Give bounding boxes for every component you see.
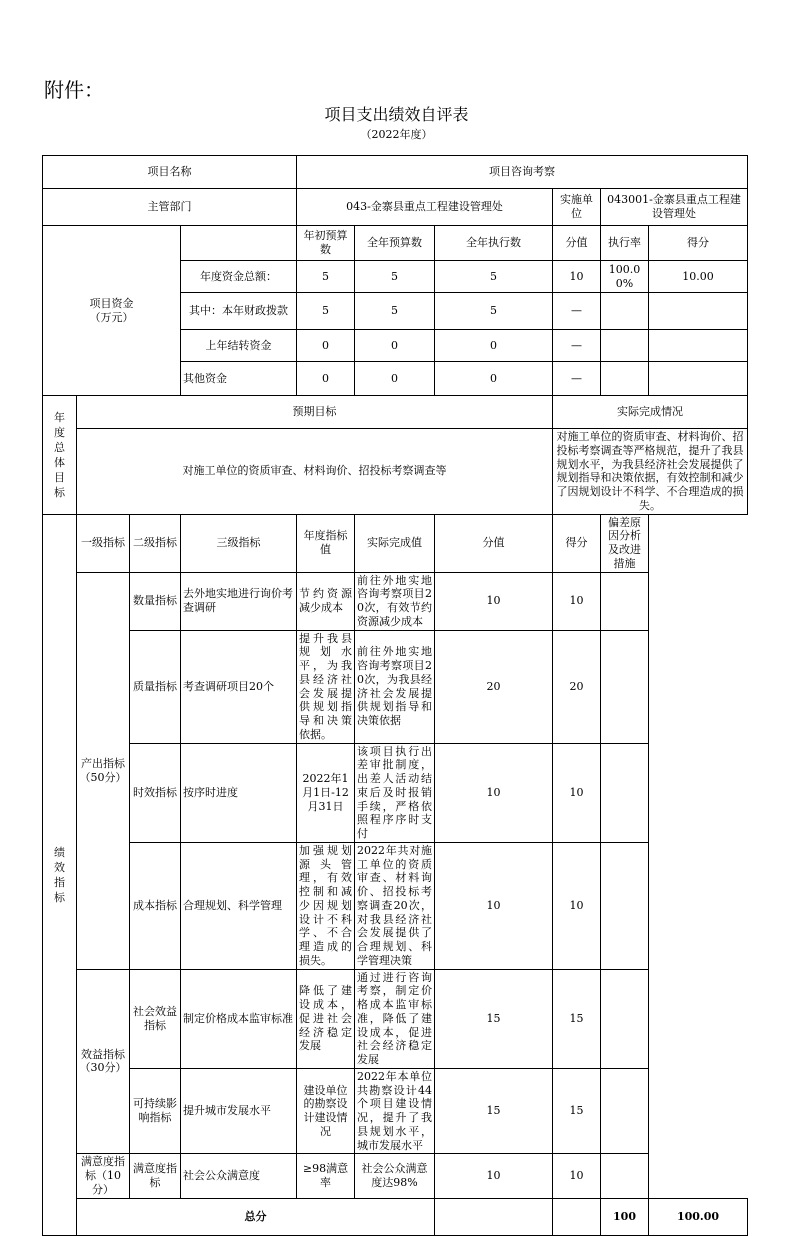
goals-label: 年度总体目标 [43,396,77,515]
funds-executed: 0 [435,330,553,362]
perf-header-level2: 二级指标 [130,514,181,572]
level2-cell: 时效指标 [130,743,181,842]
funds-header-row [43,226,748,261]
target-cell: 提升我县规划水平，为我县经济社会发展提供规划指导和决策依据。 [297,630,355,743]
funds-row-label: 上年结转资金 [181,330,297,362]
funds-initial: 0 [297,362,355,396]
funds-header-blank [181,226,297,261]
note-cell [601,1068,649,1154]
total-blank-target [435,1198,553,1235]
target-cell: ≥98满意率 [297,1154,355,1198]
level2-cell: 质量指标 [130,630,181,743]
table-row [43,1068,748,1154]
total-value: 100 [601,1198,649,1235]
perf-header-score: 得分 [553,514,601,572]
value-cell: 15 [435,1068,553,1154]
actual-cell: 前往外地实地咨询考察项目20次，有效节约资源减少成本 [355,572,435,630]
level1-benefit: 效益指标 （30分） [77,969,130,1154]
funds-score-value: — [553,362,601,396]
actual-cell: 前往外地实地咨询考察项目20次，为我县经济社会发展提供规划指导和决策依据 [355,630,435,743]
table-row [43,842,748,969]
target-cell: 2022年1月1日-12月31日 [297,743,355,842]
funds-row-label: 其他资金 [181,362,297,396]
funds-score [649,362,748,396]
funds-label: 项目资金 （万元） [43,226,181,396]
evaluation-table [42,155,748,1236]
perf-header-actual: 实际完成值 [355,514,435,572]
target-cell: 加强规划源头管理，有效控制和减少因规划设计不科学、不合理造成的损失。 [297,842,355,969]
funds-initial: 5 [297,261,355,293]
total-blank-actual [553,1198,601,1235]
level3-cell: 提升城市发展水平 [181,1068,297,1154]
value-cell: 10 [435,743,553,842]
level2-cell: 成本指标 [130,842,181,969]
total-row [43,1198,748,1235]
level3-cell: 考查调研项目20个 [181,630,297,743]
level3-cell: 去外地实地进行询价考查调研 [181,572,297,630]
goals-actual: 对施工单位的资质审查、材料询价、招投标考察调查等严格规范，提升了我县规划水平，为我县经济社会发展提供了规划指导和决策依据，有效控制和减少了因规划设计不科学、不合理造成的损失。 [553,429,748,515]
funds-initial: 0 [297,330,355,362]
level2-cell: 可持续影响指标 [130,1068,181,1154]
note-cell [601,572,649,630]
unit-value: 043001-金寨县重点工程建设管理处 [601,189,748,226]
funds-row-label: 年度资金总额： [181,261,297,293]
project-name-row [43,156,748,189]
value-cell: 20 [435,630,553,743]
funds-score [649,330,748,362]
funds-score: 10.00 [649,261,748,293]
funds-annual: 5 [355,293,435,330]
value-cell: 15 [435,969,553,1068]
goals-expected: 对施工单位的资质审查、材料询价、招投标考察调查等 [77,429,553,515]
perf-label: 绩效指标 [43,514,77,1235]
actual-cell: 通过进行咨询考察，制定价格成本监审标准，降低了建设成本，促进社会经济稳定发展 [355,969,435,1068]
level3-cell: 按序时进度 [181,743,297,842]
funds-annual: 0 [355,362,435,396]
goals-expected-header: 预期目标 [77,396,553,429]
table-row [43,630,748,743]
actual-cell: 该项目执行出差审批制度，出差人活动结束后及时报销手续，严格依照程序序时支付 [355,743,435,842]
unit-label: 实施单位 [553,189,601,226]
goals-content-row [43,429,748,515]
actual-cell: 2022年共对施工单位的资质审查、材料询价、招投标考察调查20次，对我县经济社会发展提供了合理规划、科学管理决策 [355,842,435,969]
level3-cell: 制定价格成本监审标准 [181,969,297,1068]
funds-rate [601,293,649,330]
funds-score [649,293,748,330]
table-row [43,572,748,630]
level2-cell: 满意度指标 [130,1154,181,1198]
funds-row-label: 其中：本年财政拨款 [181,293,297,330]
project-name: 项目咨询考察 [297,156,748,189]
level3-cell: 合理规划、科学管理 [181,842,297,969]
level3-cell: 社会公众满意度 [181,1154,297,1198]
score-cell: 10 [553,572,601,630]
department-row [43,189,748,226]
funds-score-value: — [553,293,601,330]
table-row [43,1154,748,1198]
score-cell: 15 [553,1068,601,1154]
funds-rate [601,362,649,396]
dept-label: 主管部门 [43,189,297,226]
level1-output: 产出指标 （50分） [77,572,130,969]
target-cell: 节约资源减少成本 [297,572,355,630]
perf-header-row [43,514,748,572]
value-cell: 10 [435,572,553,630]
score-cell: 20 [553,630,601,743]
table-row [43,743,748,842]
goals-actual-header: 实际完成情况 [553,396,748,429]
note-cell [601,969,649,1068]
score-cell: 10 [553,743,601,842]
year-subtitle: （2022年度） [360,128,433,141]
note-cell [601,630,649,743]
total-label: 总分 [77,1198,435,1235]
funds-initial: 5 [297,293,355,330]
funds-annual: 5 [355,261,435,293]
actual-cell: 社会公众满意度达98% [355,1154,435,1198]
funds-executed: 5 [435,293,553,330]
score-cell: 15 [553,969,601,1068]
dept-value: 043-金寨县重点工程建设管理处 [297,189,553,226]
perf-header-level1: 一级指标 [77,514,130,572]
page-title: 项目支出绩效自评表 [324,105,469,124]
value-cell: 10 [435,842,553,969]
funds-rate [601,330,649,362]
perf-header-value: 分值 [435,514,553,572]
score-cell: 10 [553,1154,601,1198]
table-row [43,969,748,1068]
funds-executed: 0 [435,362,553,396]
target-cell: 降低了建设成本，促进社会经济稳定发展 [297,969,355,1068]
total-score: 100.00 [649,1198,748,1235]
goals-header-row [43,396,748,429]
funds-header-executed: 全年执行数 [435,226,553,261]
project-name-label: 项目名称 [43,156,297,189]
score-cell: 10 [553,842,601,969]
funds-rate: 100.00% [601,261,649,293]
funds-score-value: 10 [553,261,601,293]
perf-header-level3: 三级指标 [181,514,297,572]
level2-cell: 数量指标 [130,572,181,630]
funds-header-rate: 执行率 [601,226,649,261]
note-cell [601,842,649,969]
funds-header-score: 得分 [649,226,748,261]
funds-header-initial: 年初预算数 [297,226,355,261]
funds-annual: 0 [355,330,435,362]
target-cell: 建设单位的勘察设计建设情况 [297,1068,355,1154]
perf-header-note: 偏差原因分析及改进措施 [601,514,649,572]
value-cell: 10 [435,1154,553,1198]
funds-executed: 5 [435,261,553,293]
perf-header-target: 年度指标值 [297,514,355,572]
funds-header-score-value: 分值 [553,226,601,261]
level1-satisfaction: 满意度指标（10分） [77,1154,130,1198]
funds-score-value: — [553,330,601,362]
level2-cell: 社会效益指标 [130,969,181,1068]
note-cell [601,1154,649,1198]
note-cell [601,743,649,842]
attachment-label: 附件： [44,78,104,102]
funds-header-annual: 全年预算数 [355,226,435,261]
actual-cell: 2022年本单位共勘察设计44个项目建设情况，提升了我县规划水平，城市发展水平 [355,1068,435,1154]
